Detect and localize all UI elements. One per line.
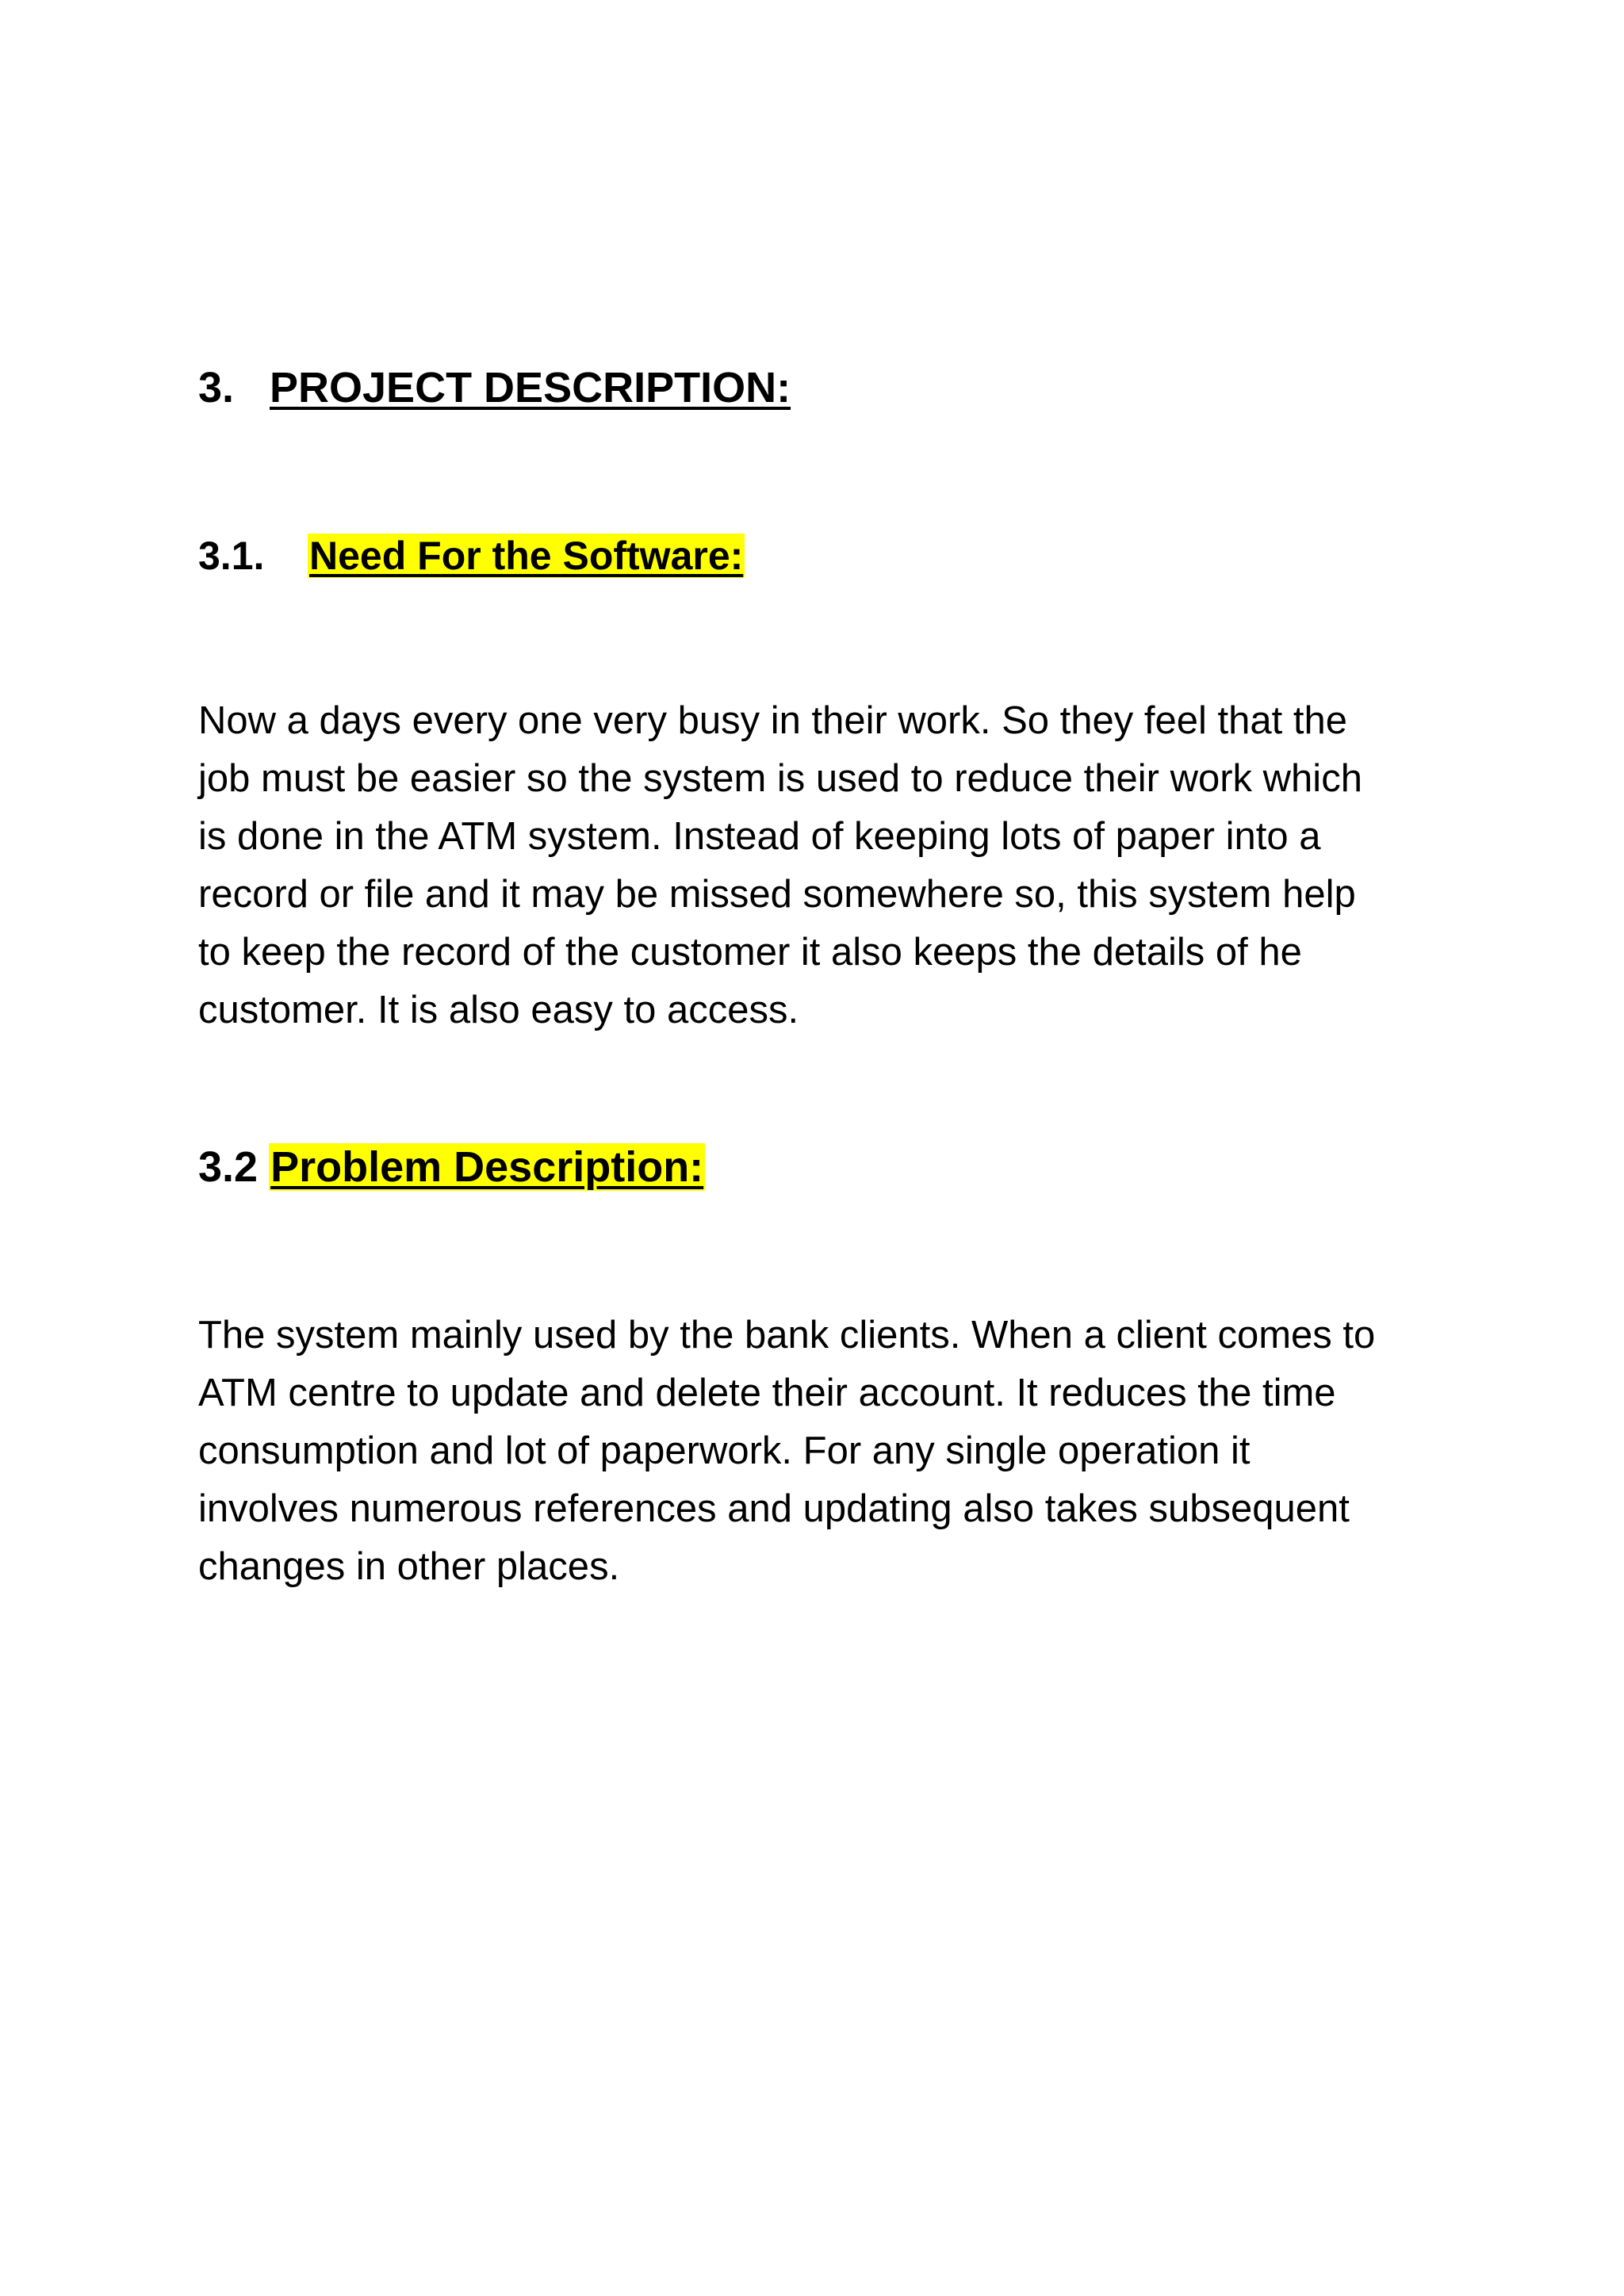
paragraph-line: ATM centre to update and delete their account. It reduces the time bbox=[198, 1372, 1336, 1414]
section-heading bbox=[198, 363, 791, 412]
paragraph-line: record or file and it may be missed somewhere so, this system help bbox=[198, 873, 1356, 916]
paragraph-line: consumption and lot of paperwork. For any single operation it bbox=[198, 1429, 1251, 1472]
paragraph-line: to keep the record of the customer it also keeps the details of he bbox=[198, 931, 1302, 974]
paragraph-line: job must be easier so the system is used to reduce their work which bbox=[198, 757, 1362, 800]
subsection-heading-need bbox=[198, 533, 745, 579]
paragraph-line: changes in other places. bbox=[198, 1545, 620, 1588]
subsection-number-need: 3.1. bbox=[198, 534, 265, 578]
paragraph-line: customer. It is also easy to access. bbox=[198, 989, 799, 1031]
subsection-title-need: Need For the Software: bbox=[309, 534, 744, 578]
subsection-heading-problem bbox=[198, 1142, 705, 1192]
subsection-number-problem: 3.2 bbox=[198, 1143, 259, 1191]
paragraph-need bbox=[198, 692, 1435, 1039]
section-number: 3. bbox=[198, 364, 235, 411]
paragraph-line: involves numerous references and updating also takes subsequent bbox=[198, 1487, 1350, 1530]
paragraph-problem bbox=[198, 1307, 1435, 1596]
section-title: PROJECT DESCRIPTION: bbox=[270, 364, 791, 411]
paragraph-line: is done in the ATM system. Instead of keeping lots of paper into a bbox=[198, 815, 1321, 858]
subsection-title-problem: Problem Description: bbox=[270, 1143, 704, 1191]
paragraph-line: Now a days every one very busy in their work. So they feel that the bbox=[198, 699, 1347, 742]
paragraph-line: The system mainly used by the bank clients. When a client comes to bbox=[198, 1314, 1376, 1357]
